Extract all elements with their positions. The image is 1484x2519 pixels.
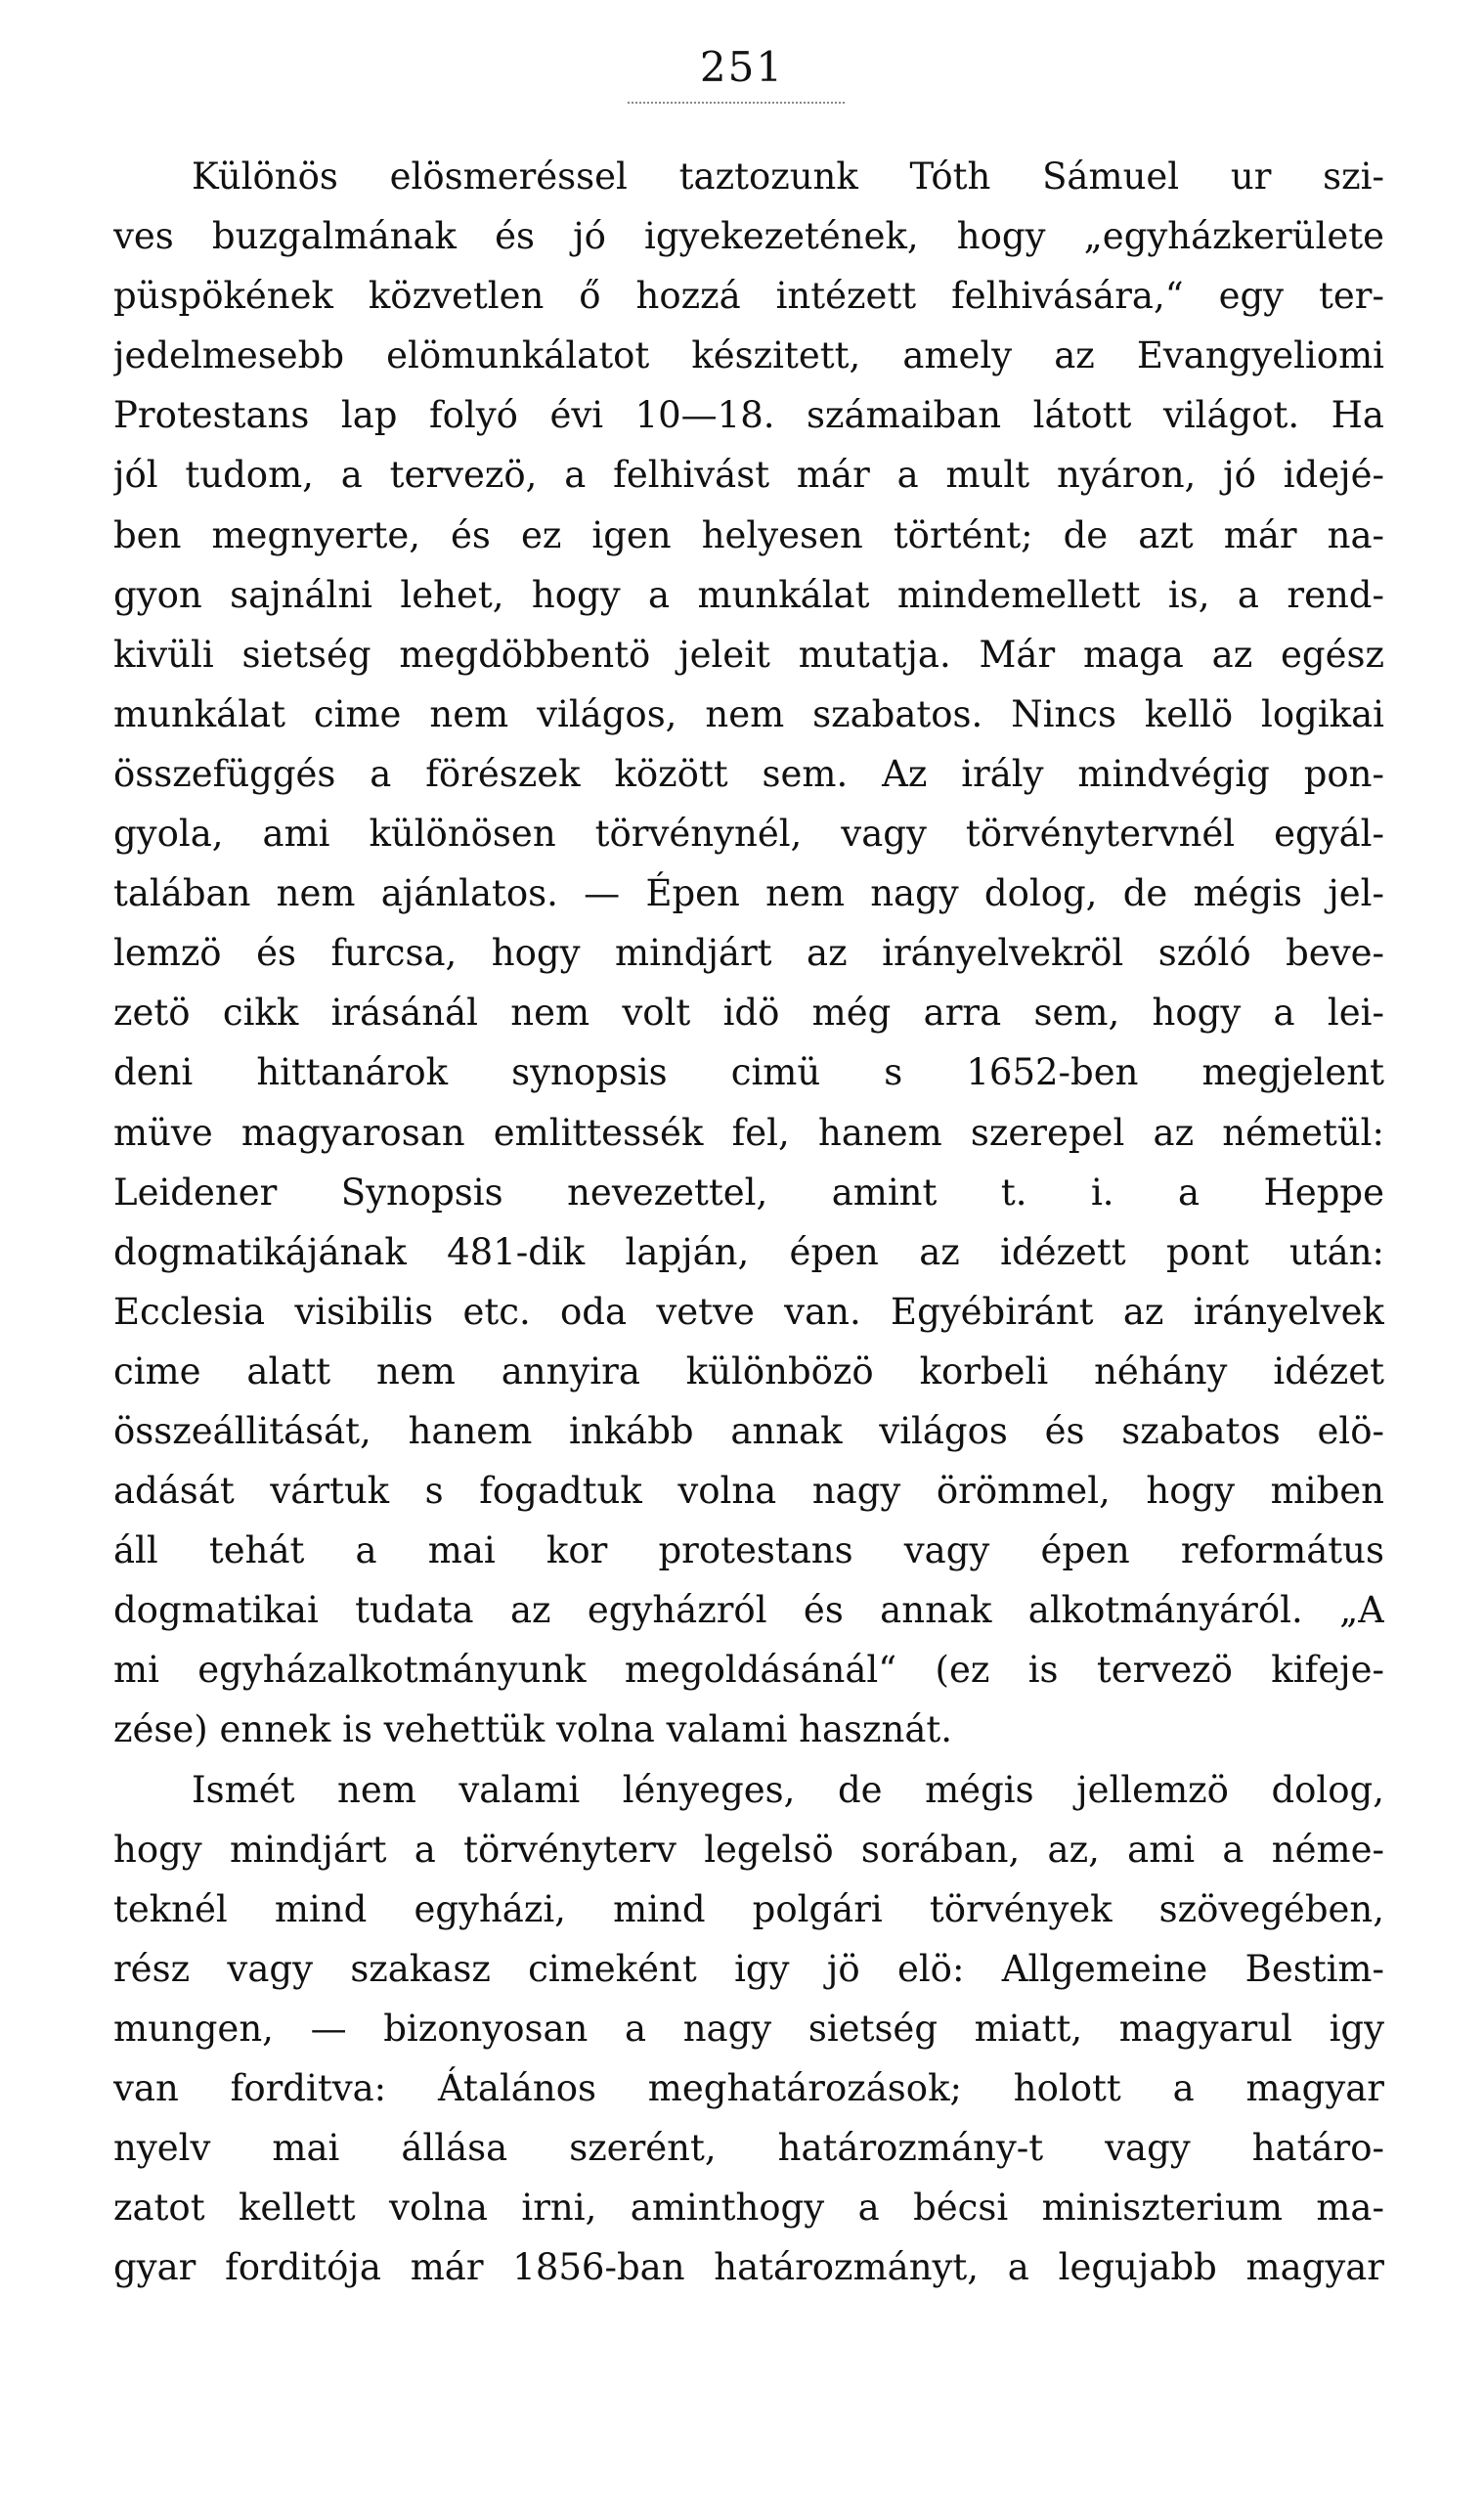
- text-line: adását vártuk s fogadtuk volna nagy örömmel, hogy miben: [113, 1470, 1384, 1513]
- text-line: hogy mindjárt a törvényterv legelsö sorában, az, ami a néme-: [113, 1828, 1384, 1871]
- text-line: mungen, — bizonyosan a nagy sietség miatt, magyarul igy: [113, 2007, 1384, 2050]
- text-line: áll tehát a mai kor protestans vagy épen református: [113, 1529, 1384, 1572]
- page-number: 251: [699, 43, 785, 91]
- text-line: kivüli sietség megdöbbentö jeleit mutatja. Már maga az egész: [113, 633, 1384, 676]
- text-line: összefüggés a förészek között sem. Az irály mindvégig pon-: [113, 752, 1384, 795]
- text-line: Ecclesia visibilis etc. oda vetve van. Egyébiránt az irányelvek: [113, 1290, 1384, 1333]
- text-line: rész vagy szakasz cimeként igy jö elö: Allgemeine Bestim-: [113, 1947, 1384, 1990]
- text-line: gyon sajnálni lehet, hogy a munkálat mindemellett is, a rend-: [113, 573, 1384, 616]
- text-line: Protestans lap folyó évi 10—18. számaiban látott világot. Ha: [113, 394, 1384, 437]
- text-line: müve magyarosan emlittessék fel, hanem szerepel az németül:: [113, 1111, 1384, 1154]
- text-line: zése) ennek is vehettük volna valami hasznát.: [113, 1708, 953, 1751]
- text-line: van forditva: Átalános meghatározások; holott a magyar: [113, 2067, 1384, 2109]
- text-line: gyola, ami különösen törvénynél, vagy törvénytervnél egyál-: [113, 813, 1384, 856]
- text-line: zetö cikk irásánál nem volt idö még arra sem, hogy a lei-: [113, 992, 1384, 1035]
- text-line: munkálat cime nem világos, nem szabatos. Nincs kellö logikai: [113, 692, 1384, 735]
- text-line: mi egyházalkotmányunk megoldásánál“ (ez is tervezö kifeje-: [113, 1649, 1384, 1692]
- text-line: ves buzgalmának és jó igyekezetének, hogy „egyházkerülete: [113, 215, 1384, 258]
- text-line: zatot kellett volna irni, aminthogy a bécsi miniszterium ma-: [113, 2187, 1384, 2230]
- text-line: jól tudom, a tervezö, a felhivást már a mult nyáron, jó idejé-: [113, 454, 1384, 497]
- text-line: lemzö és furcsa, hogy mindjárt az irányelvekröl szóló beve-: [113, 932, 1384, 975]
- text-line: összeállitását, hanem inkább annak világos és szabatos elö-: [113, 1409, 1384, 1452]
- text-line: püspökének közvetlen ő hozzá intézett felhivására,“ egy ter-: [113, 275, 1384, 318]
- text-line: dogmatikájának 481-dik lapján, épen az idézett pont után:: [113, 1230, 1384, 1273]
- text-line: Különös elösmeréssel taztozunk Tóth Sámuel ur szi-: [192, 155, 1384, 198]
- text-line: ben megnyerte, és ez igen helyesen történt; de azt már na-: [113, 513, 1384, 556]
- text-line: Leidener Synopsis nevezettel, amint t. i. a Heppe: [113, 1171, 1384, 1214]
- text-line: gyar forditója már 1856-ban határozmányt, a legujabb magyar: [113, 2246, 1384, 2289]
- text-line: deni hittanárok synopsis cimü s 1652-ben megjelent: [113, 1051, 1384, 1094]
- text-line: cime alatt nem annyira különbözö korbeli néhány idézet: [113, 1349, 1384, 1392]
- text-line: Ismét nem valami lényeges, de mégis jellemzö dolog,: [192, 1768, 1384, 1811]
- header-rule: [628, 102, 845, 104]
- text-line: talában nem ajánlatos. — Épen nem nagy dolog, de mégis jel-: [113, 872, 1384, 915]
- text-line: teknél mind egyházi, mind polgári törvények szövegében,: [113, 1887, 1384, 1930]
- text-line: dogmatikai tudata az egyházról és annak alkotmányáról. „A: [113, 1589, 1384, 1632]
- text-line: nyelv mai állása szerént, határozmány-t vagy határo-: [113, 2127, 1384, 2170]
- body-text: [113, 147, 1384, 2297]
- text-line: jedelmesebb elömunkálatot készitett, amely az Evangyeliomi: [113, 334, 1384, 377]
